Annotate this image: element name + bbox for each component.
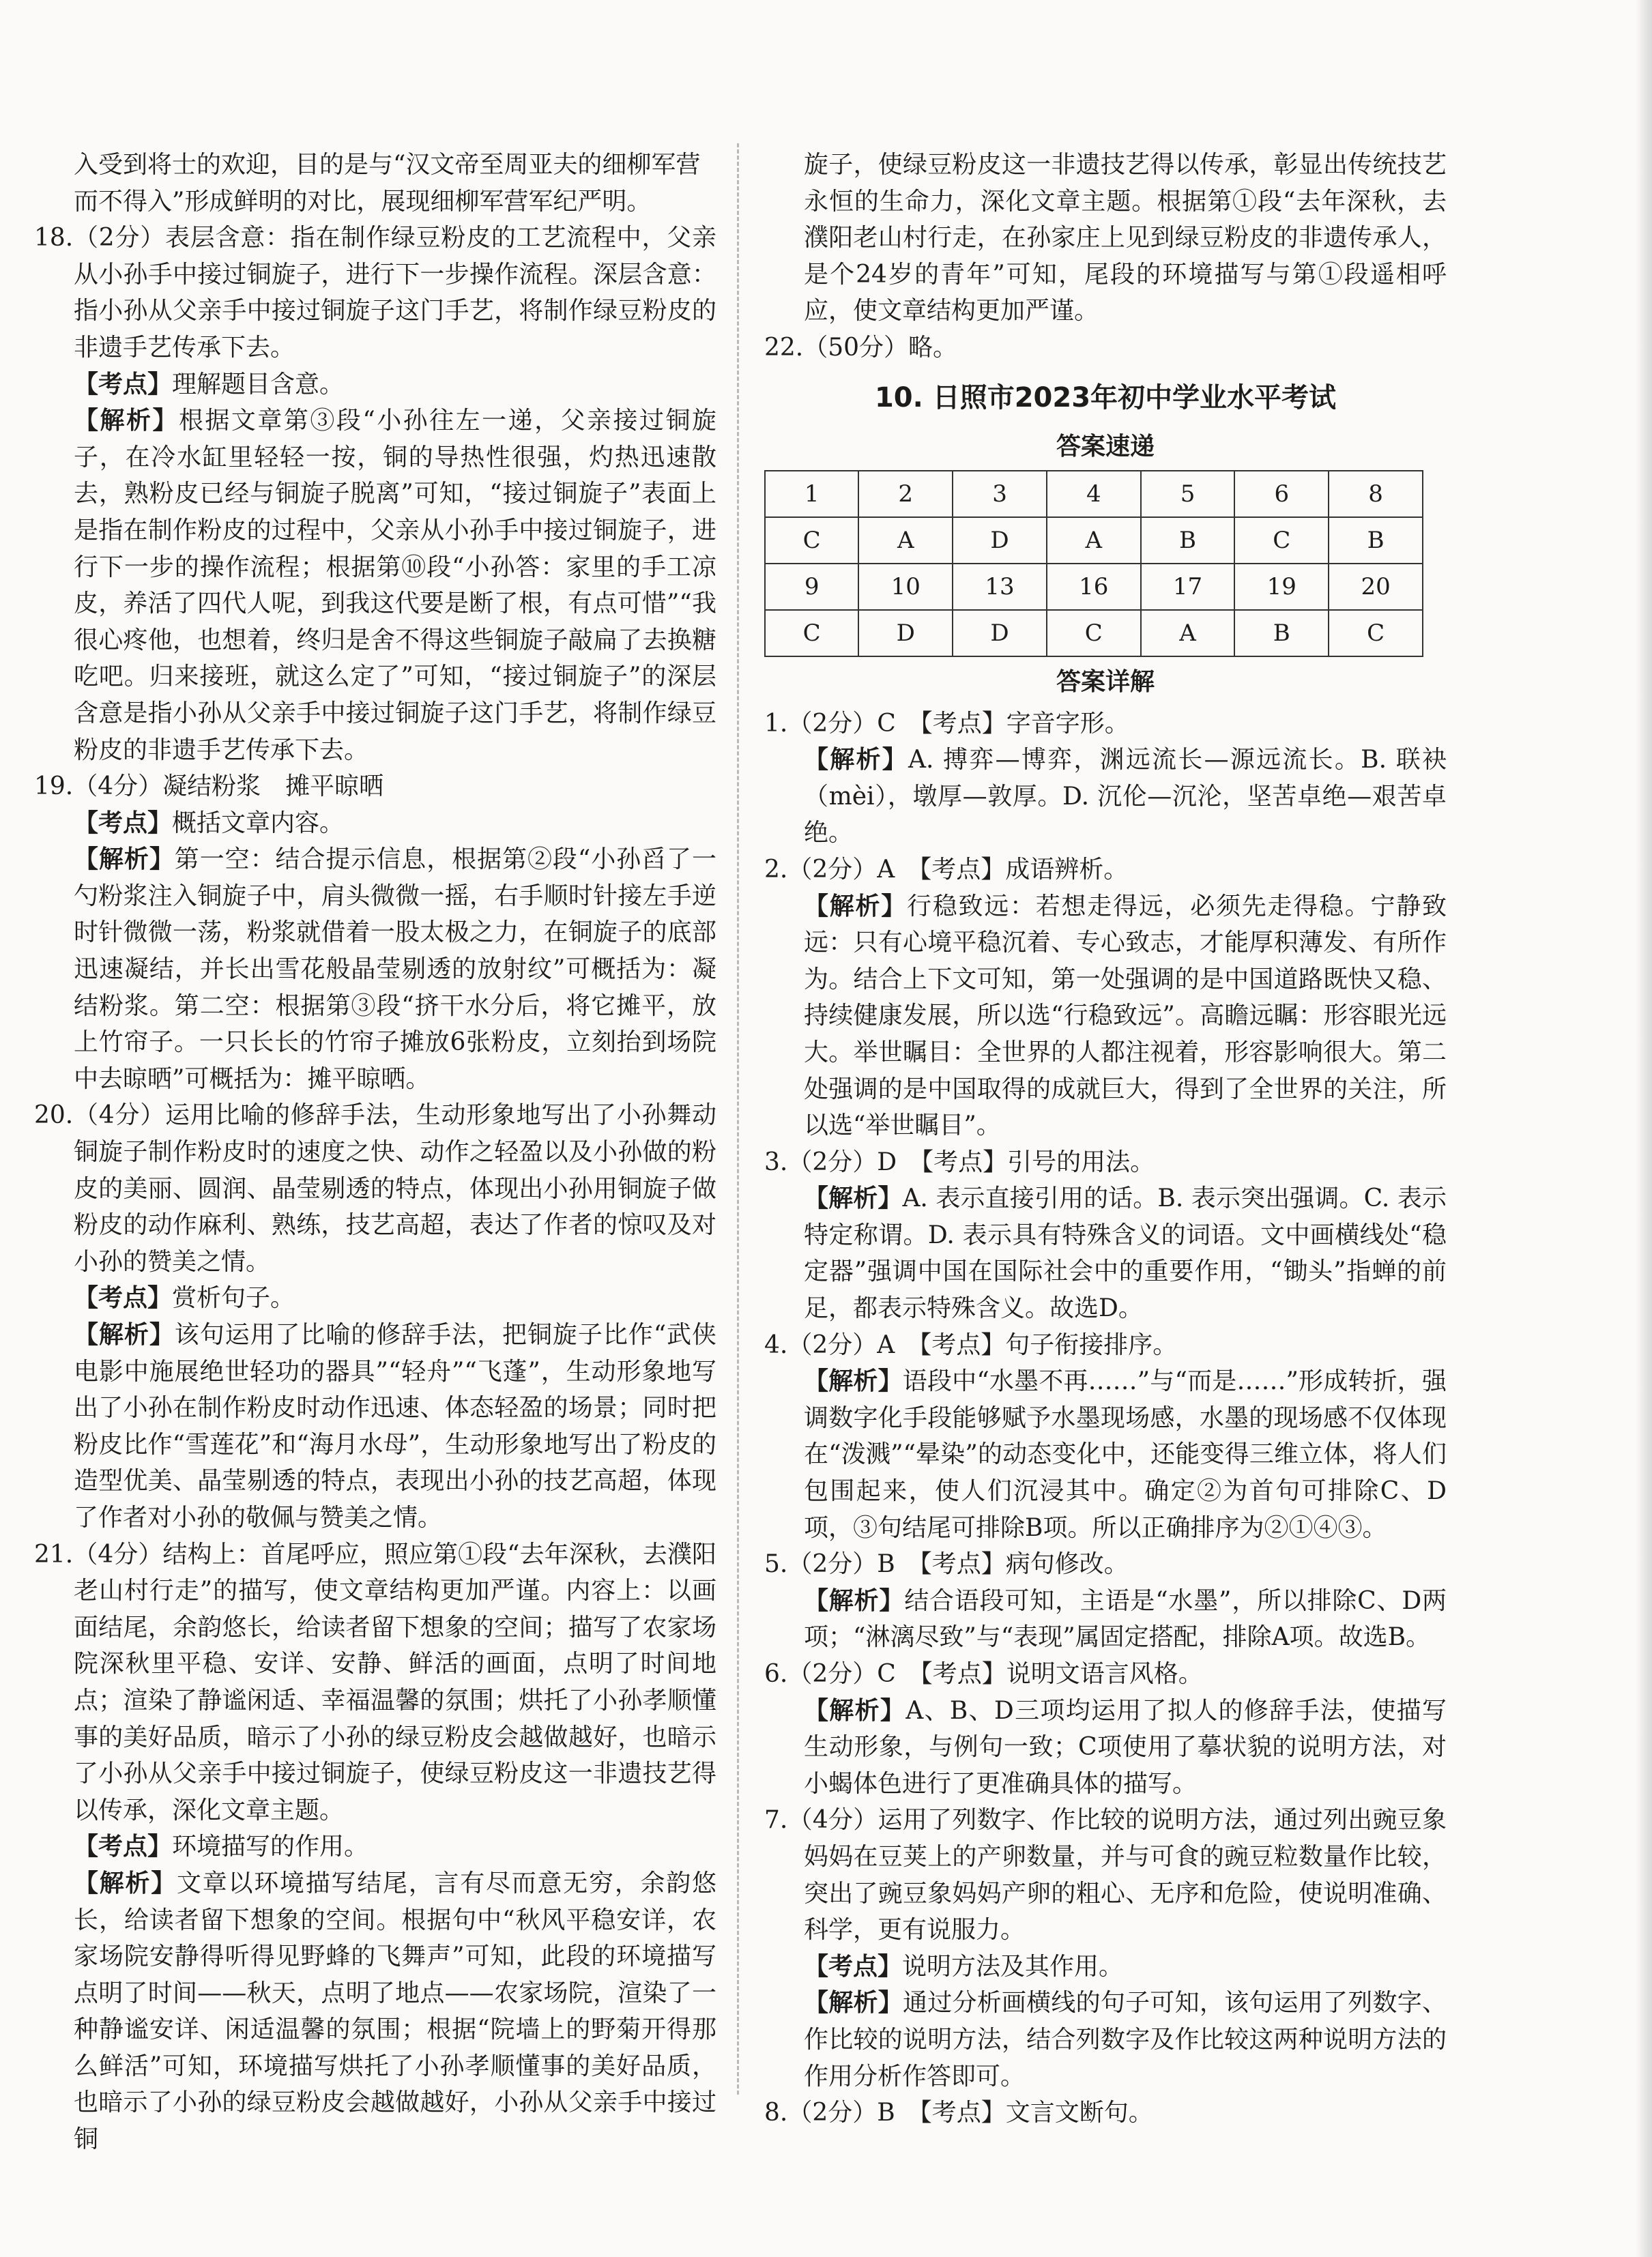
page-edge-shadow <box>1636 0 1652 2257</box>
paragraph-text: 18.（2分）表层含意：指在制作绿豆粉皮的工艺流程中，父亲从小孙手中接过铜旋子，进行下一步操作流程。深层含意：指小孙从父亲手中接过铜旋子这门手艺，将制作绿豆粉皮的非遗手艺传承下去。 <box>34 224 716 362</box>
question-number-cell: 8 <box>1329 471 1423 517</box>
question-number-row <box>765 471 1423 517</box>
paragraph-text: 入受到将士的欢迎，目的是与“汉文帝至周亚夫的细柳军营 <box>74 151 701 179</box>
right-column <box>764 147 1447 2131</box>
annotation-paragraph <box>764 1583 1447 1656</box>
annotation-tag: 【解析】 <box>804 746 909 774</box>
paragraph-text: 赏析句子。 <box>172 1284 295 1313</box>
paragraph-text: 文章以环境描写结尾，言有尽而意无穷，余韵悠长，给读者留下想象的空间。根据句中“秋风平稳安详，农家场院安静得听得见野蜂的飞舞声”可知，此段的环境描写点明了时间——秋天，点明了地点——农家场院，渲染了一种静谧安详、闲适温馨的氛围；根据“院墙上的野菊开得那么鲜活”可知，环境描写烘托了小孙孝顺懂事的美好品质，也暗示了小孙的绿豆粉皮会越做越好，小孙从父亲手中接过铜 <box>74 1869 716 2154</box>
left-column <box>34 147 716 2158</box>
question-number-cell: 19 <box>1234 564 1329 610</box>
question-number-cell: 6 <box>1234 471 1329 517</box>
question-answer <box>764 1656 1447 1693</box>
answer-cell: A <box>1141 610 1235 656</box>
question-answer <box>34 1537 716 1829</box>
paragraph-text: 4.（2分）A 【考点】句子衔接排序。 <box>764 1330 1178 1359</box>
question-number-cell: 2 <box>858 471 953 517</box>
question-number-cell: 17 <box>1141 564 1235 610</box>
paragraph-text: 2.（2分）A 【考点】成语辨析。 <box>764 855 1129 884</box>
paragraph-text: 7.（4分）运用了列数字、作比较的说明方法，通过列出豌豆象妈妈在豆荚上的产卵数量，并与可食的豌豆粒数量作比较，突出了豌豆象妈妈产卵的粗心、无序和危险，使说明准确、科学，更有说服力。 <box>764 1806 1447 1945</box>
answer-table <box>764 470 1423 657</box>
annotation-tag: 【解析】 <box>804 1184 903 1213</box>
paragraph-text: 根据文章第③段“小孙往左一递，父亲接过铜旋子，在冷水缸里轻轻一按，铜的导热性很强，灼热迅速散去，熟粉皮已经与铜旋子脱离”可知，“接过铜旋子”表面上是指在制作粉皮的过程中，父亲从小孙手中接过铜旋子，进行下一步的操作流程；根据第⑩段“小孙答：家里的手工凉皮，养活了四代人呢，到我这代要是断了根，有点可惜”“我很心疼他，也想着，终归是舍不得这些铜旋子敲扁了去换糖吃吧。归来接班，就这么定了”可知，“接过铜旋子”的深层含意是指小孙从父亲手中接过铜旋子这门手艺，将制作绿豆粉皮的非遗手艺传承下去。 <box>74 407 716 764</box>
paragraph-text: A、B、D三项均运用了拟人的修辞手法，使描写生动形象，与例句一致；C项使用了摹状貌的说明方法，对小蝎体色进行了更准确具体的描写。 <box>804 1696 1447 1798</box>
question-answer <box>34 1097 716 1280</box>
answer-cell: A <box>1047 517 1141 564</box>
question-answer <box>764 851 1447 888</box>
answer-cell: C <box>1047 610 1141 656</box>
paragraph-text: 3.（2分）D 【考点】引号的用法。 <box>764 1148 1155 1176</box>
answer-cell: D <box>953 517 1047 564</box>
annotation-tag: 【解析】 <box>804 1989 903 2018</box>
text-paragraph <box>34 184 716 220</box>
annotation-tag: 【解析】 <box>804 1696 906 1725</box>
question-number-cell: 1 <box>765 471 858 517</box>
column-divider <box>737 143 739 2095</box>
question-number-cell: 20 <box>1329 564 1423 610</box>
annotation-paragraph <box>34 366 716 403</box>
annotation-tag: 【考点】 <box>74 370 173 398</box>
annotation-paragraph <box>764 1985 1447 2095</box>
question-answer <box>34 220 716 366</box>
paragraph-text: 说明方法及其作用。 <box>902 1952 1124 1981</box>
text-paragraph <box>764 147 1447 330</box>
question-number-cell: 9 <box>765 564 858 610</box>
answer-cell: A <box>858 517 953 564</box>
text-paragraph <box>34 147 716 184</box>
annotation-paragraph <box>34 1865 716 2158</box>
answer-row <box>765 517 1423 564</box>
question-number-cell: 10 <box>858 564 953 610</box>
paragraph-text: 5.（2分）B 【考点】病句修改。 <box>764 1550 1129 1579</box>
annotation-tag: 【解析】 <box>804 892 907 920</box>
answer-cell: C <box>765 517 858 564</box>
detailed-answers-title: 答案详解 <box>1056 667 1155 696</box>
paragraph-text: 行稳致远：若想走得远，必须先走得稳。宁静致远：只有心境平稳沉着、专心致志，才能厚积薄发、有所作为。结合上下文可知，第一处强调的是中国道路既快又稳、持续健康发展，所以选“行稳致远”。高瞻远瞩：形容眼光远大。举世瞩目：全世界的人都注视着，形容影响很大。第二处强调的是中国取得的成就巨大，得到了全世界的关注，所以选“举世瞩目”。 <box>804 892 1447 1140</box>
paragraph-text: 环境描写的作用。 <box>172 1833 369 1861</box>
paragraph-text: 20.（4分）运用比喻的修辞手法，生动形象地写出了小孙舞动铜旋子制作粉皮时的速度之快、动作之轻盈以及小孙做的粉皮的美丽、圆润、晶莹剔透的特点，体现出小孙用铜旋子做粉皮的动作麻利、熟练，技艺高超，表达了作者的惊叹及对小孙的赞美之情。 <box>34 1101 716 1276</box>
paragraph-text: 通过分析画横线的句子可知，该句运用了列数字、作比较的说明方法，结合列数字及作比较这两种说明方法的作用分析作答即可。 <box>804 1989 1447 2091</box>
answer-cell: C <box>1234 517 1329 564</box>
paragraph-text: A. 搏弈—博弈，渊远流长—源远流长。B. 联袂（mèi），墩厚—敦厚。D. 沉伦—沉沦，坚苦卓绝—艰苦卓绝。 <box>804 746 1447 847</box>
annotation-paragraph <box>764 1363 1447 1546</box>
right-bottom-text <box>764 705 1447 2131</box>
annotation-tag: 【解析】 <box>804 1586 905 1615</box>
annotation-paragraph <box>34 1317 716 1537</box>
annotation-paragraph <box>764 742 1447 851</box>
paragraph-text: 而不得入”形成鲜明的对比，展现细柳军营军纪严明。 <box>74 187 652 216</box>
annotation-tag: 【考点】 <box>804 1952 903 1981</box>
paragraph-text: 1.（2分）C 【考点】字音字形。 <box>764 709 1129 738</box>
question-number-cell: 4 <box>1047 471 1141 517</box>
answer-cell: D <box>953 610 1047 656</box>
annotation-tag: 【解析】 <box>74 407 179 435</box>
question-answer <box>34 768 716 805</box>
answer-cell: B <box>1141 517 1235 564</box>
annotation-tag: 【解析】 <box>74 845 175 874</box>
annotation-paragraph <box>34 1829 716 1865</box>
paragraph-text: 旋子，使绿豆粉皮这一非遗技艺得以传承，彰显出传统技艺永恒的生命力，深化文章主题。根据第①段“去年深秋，去濮阳老山村行走，在孙家庄上见到绿豆粉皮的非遗传承人，是个24岁的青年”可知，尾段的环境描写与第①段遥相呼应，使文章结构更加严谨。 <box>804 151 1447 325</box>
question-answer <box>764 1802 1447 1948</box>
annotation-paragraph <box>764 1693 1447 1803</box>
paragraph-text: 第一空：结合提示信息，根据第②段“小孙舀了一勺粉浆注入铜旋子中，肩头微微一摇，右手顺时针接左手逆时针微微一荡，粉浆就借着一股太极之力，在铜旋子的底部迅速凝结，并长出雪花般晶莹剔透的放射纹”可概括为：凝结粉浆。第二空：根据第③段“挤干水分后，将它摊平，放上竹帘子。一只长长的竹帘子摊放6张粉皮，立刻抬到场院中去晾晒”可概括为：摊平晾晒。 <box>74 845 716 1093</box>
question-number-cell: 13 <box>953 564 1047 610</box>
paragraph-text: A. 表示直接引用的话。B. 表示突出强调。C. 表示特定称谓。D. 表示具有特殊含义的词语。文中画横线处“稳定器”强调中国在国际社会中的重要作用，“锄头”指蝉的前足，都表示特殊含义。故选D。 <box>804 1184 1447 1323</box>
answer-cell: C <box>765 610 858 656</box>
answer-row <box>765 610 1423 656</box>
answer-cell: C <box>1329 610 1423 656</box>
right-top-text <box>764 147 1447 366</box>
question-answer <box>764 705 1447 742</box>
answer-cell: D <box>858 610 953 656</box>
question-answer <box>764 330 1447 366</box>
annotation-tag: 【解析】 <box>804 1367 903 1396</box>
paragraph-text: 22.（50分）略。 <box>764 333 958 362</box>
annotation-tag: 【考点】 <box>74 1833 173 1861</box>
quick-answers-title: 答案速递 <box>1056 432 1155 461</box>
question-answer <box>764 1327 1447 1364</box>
annotation-paragraph <box>764 888 1447 1144</box>
annotation-paragraph <box>764 1949 1447 1985</box>
paragraph-text: 语段中“水墨不再……”与“而是……”形成转折，强调数字化手段能够赋予水墨现场感，水墨的现场感不仅体现在“泼溅”“晕染”的动态变化中，还能变得三维立体，将人们包围起来，使人们沉浸其中。确定②为首句可排除C、D项，③句结尾可排除B项。所以正确排序为②①④③。 <box>804 1367 1447 1542</box>
annotation-tag: 【考点】 <box>74 809 173 837</box>
question-answer <box>764 2095 1447 2131</box>
paragraph-text: 理解题目含意。 <box>172 370 345 398</box>
annotation-paragraph <box>764 1180 1447 1326</box>
question-number-cell: 16 <box>1047 564 1141 610</box>
question-answer <box>764 1546 1447 1583</box>
annotation-paragraph <box>34 841 716 1097</box>
question-number-cell: 5 <box>1141 471 1235 517</box>
question-number-cell: 3 <box>953 471 1047 517</box>
paragraph-text: 结合语段可知，主语是“水墨”，所以排除C、D两项；“淋漓尽致”与“表现”属固定搭配，排除A项。故选B。 <box>804 1586 1447 1652</box>
annotation-tag: 【考点】 <box>74 1284 173 1313</box>
paragraph-text: 19.（4分）凝结粉浆 摊平晾晒 <box>34 772 384 801</box>
paragraph-text: 概括文章内容。 <box>172 809 345 837</box>
annotation-paragraph <box>34 1280 716 1317</box>
answer-cell: B <box>1234 610 1329 656</box>
paragraph-text: 8.（2分）B 【考点】文言文断句。 <box>764 2099 1153 2127</box>
question-number-row <box>765 564 1423 610</box>
annotation-paragraph <box>34 403 716 768</box>
annotation-tag: 【解析】 <box>74 1321 175 1349</box>
paragraph-text: 21.（4分）结构上：首尾呼应，照应第①段“去年深秋，去濮阳老山村行走”的描写，使文章结构更加严谨。内容上：以画面结尾，余韵悠长，给读者留下想象的空间；描写了农家场院深秋里平稳、安详、安静、鲜活的画面，点明了时间地点；渲染了静谧闲适、幸福温馨的氛围；烘托了小孙孝顺懂事的美好品质，暗示了小孙的绿豆粉皮会越做越好，也暗示了小孙从父亲手中接过铜旋子，使绿豆粉皮这一非遗技艺得以传承，深化文章主题。 <box>34 1540 716 1824</box>
answer-cell: B <box>1329 517 1423 564</box>
paragraph-text: 该句运用了比喻的修辞手法，把铜旋子比作“武侠电影中施展绝世轻功的器具”“轻舟”“飞蓬”，生动形象地写出了小孙在制作粉皮时动作迅速、体态轻盈的场景；同时把粉皮比作“雪莲花”和“海月水母”，生动形象地写出了粉皮的造型优美、晶莹剔透的特点，表现出小孙的技艺高超，体现了作者对小孙的敬佩与赞美之情。 <box>74 1321 716 1532</box>
paragraph-text: 6.（2分）C 【考点】说明文语言风格。 <box>764 1660 1203 1688</box>
section-title: 10. 日照市2023年初中学业水平考试 <box>874 381 1337 413</box>
annotation-paragraph <box>34 805 716 842</box>
annotation-tag: 【解析】 <box>74 1869 177 1897</box>
question-answer <box>764 1144 1447 1181</box>
